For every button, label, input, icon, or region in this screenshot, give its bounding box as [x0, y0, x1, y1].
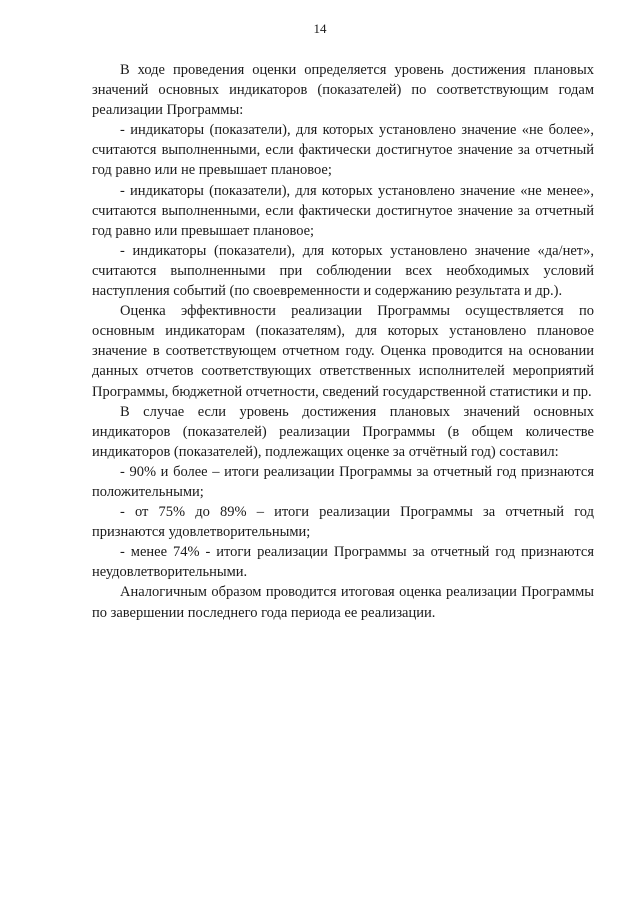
page-number: 14	[313, 21, 327, 36]
paragraph-efficiency: Оценка эффективности реализации Программы осуществляется по основным индикаторам (показателям), для которых установлено плановое значение в соответствующем отчетном году. Оценка проводится на основании данных отчетов соответствующих ответственных исполнителей мероприятий Программы, бюджетной отчетности, сведений государственной статистики и пр.	[92, 303, 594, 400]
paragraph-achievement-level: В случае если уровень достижения плановых значений основных индикаторов (показателей) реализации Программы (в общем количестве индикаторов (показателей), подлежащих оценке за отчётный год) составил:	[92, 403, 594, 460]
paragraph-final-assessment: Аналогичным образом проводится итоговая оценка реализации Программы по завершении последнего года периода ее реализации.	[92, 584, 594, 621]
paragraph-yes-no: - индикаторы (показатели), для которых установлено значение «да/нет», считаются выполненными при соблюдении всех необходимых условий наступления событий (по своевременности и содержанию результата и др.).	[92, 242, 594, 300]
paragraph-intro: В ходе проведения оценки определяется уровень достижения плановых значений основных индикаторов (показателей) по соответствующим годам реализации Программы:	[92, 62, 594, 119]
paragraph-positive: - 90% и более – итоги реализации Программы за отчетный год признаются положительными;	[92, 463, 594, 500]
paragraph-unsatisfactory: - менее 74% - итоги реализации Программы за отчетный год признаются неудовлетворительными.	[92, 544, 594, 581]
paragraph-not-more: - индикаторы (показатели), для которых установлено значение «не более», считаются выполненными, если фактически достигнутое значение за отчетный год равно или не превышает плановое;	[92, 122, 594, 179]
paragraph-not-less: - индикаторы (показатели), для которых установлено значение «не менее», считаются выполненными, если фактически достигнутое значение за отчетный год равно или превышает плановое;	[92, 182, 594, 239]
paragraph-satisfactory: - от 75% до 89% – итоги реализации Программы за отчетный год признаются удовлетворительными;	[92, 504, 594, 541]
document-body	[92, 60, 594, 623]
